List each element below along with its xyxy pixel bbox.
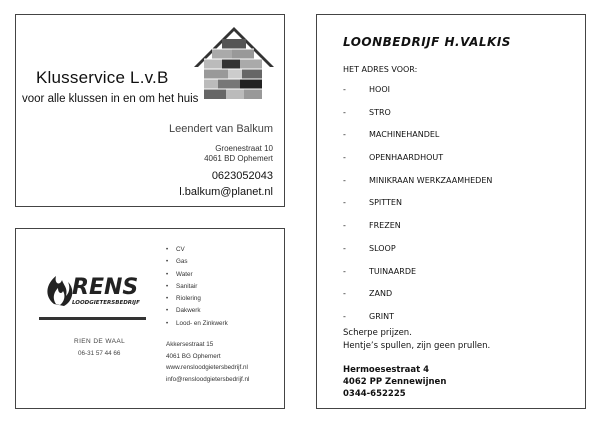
company-tagline: voor alle klussen in en om het huis (22, 93, 199, 105)
product-label: MINIKRAAN WERKZAAMHEDEN (369, 175, 493, 185)
rens-logo-subtext: LOODGIETERSBEDRIJF (72, 300, 140, 306)
logo-divider (39, 317, 146, 320)
rens-logo (42, 264, 152, 312)
address-street: Groenestraat 10 (215, 144, 273, 153)
website-link[interactable]: www.rensloodgietersbedrijf.nl (166, 364, 248, 371)
list-dash: - (343, 311, 346, 321)
services-list (166, 244, 228, 330)
service-item: • Water (166, 269, 228, 281)
phone-number: 0344-652225 (343, 389, 406, 399)
tagline-slogan: Hentje’s spullen, zijn geen prullen. (343, 341, 491, 351)
loonbedrijf-business-card (316, 14, 586, 409)
list-dash: - (343, 107, 346, 117)
product-label: MACHINEHANDEL (369, 130, 440, 140)
address-street: Akkersestraat 15 (166, 341, 214, 348)
address-block (166, 339, 249, 385)
list-dash: - (343, 266, 346, 276)
product-label: SPITTEN (369, 198, 402, 208)
phone-number: 0623052043 (211, 170, 273, 182)
address-city: 4062 PP Zennewijnen (343, 377, 447, 387)
list-dash: - (343, 221, 346, 231)
address-city: 4061 BG Ophemert (166, 352, 221, 360)
service-item: • Lood- en Zinkwerk (166, 318, 228, 330)
list-dash: - (343, 153, 346, 163)
product-label: GRINT (369, 311, 394, 321)
intro-text: HET ADRES VOOR: (343, 65, 418, 74)
service-item: • Gas (166, 256, 228, 268)
product-label: FREZEN (369, 221, 401, 231)
company-name: LOONBEDRIJF H.VALKIS (343, 35, 511, 49)
rens-logo-text: RENS (72, 275, 139, 300)
email-address: l.balkum@planet.nl (179, 186, 273, 198)
mobile-number: 06-31 57 44 66 (78, 350, 121, 357)
product-label: SLOOP (369, 243, 396, 253)
service-item: • Sanitair (166, 281, 228, 293)
contact-name: RIEN DE WAAL (74, 338, 126, 345)
list-dash: - (343, 289, 346, 299)
rens-business-card (15, 228, 285, 409)
service-item: • CV (166, 244, 228, 256)
list-dash: - (343, 85, 346, 94)
email-link[interactable]: info@rensloodgietersbedrijf.nl (166, 375, 250, 383)
klusservice-business-card (15, 14, 285, 207)
service-item: • Riolering (166, 293, 228, 305)
list-dash: - (343, 243, 346, 253)
contact-name: Leendert van Balkum (169, 123, 273, 135)
tagline-prices: Scherpe prijzen. (343, 328, 412, 338)
flame-icon (47, 276, 72, 306)
list-dash: - (343, 198, 346, 208)
product-label: TUINAARDE (369, 266, 417, 276)
list-dash: - (343, 130, 346, 140)
address-street: Hermoesestraat 4 (343, 365, 430, 375)
address-city: 4061 BD Ophemert (204, 154, 273, 163)
list-dash: - (343, 175, 346, 185)
product-label: OPENHAARDHOUT (369, 153, 444, 163)
service-item: • Dakwerk (166, 305, 228, 317)
product-label: ZAND (369, 289, 393, 299)
product-label: HOOI (369, 85, 390, 94)
company-name: Klusservice L.v.B (36, 68, 169, 87)
brick-house-icon (194, 25, 274, 107)
product-label: STRO (369, 107, 391, 117)
